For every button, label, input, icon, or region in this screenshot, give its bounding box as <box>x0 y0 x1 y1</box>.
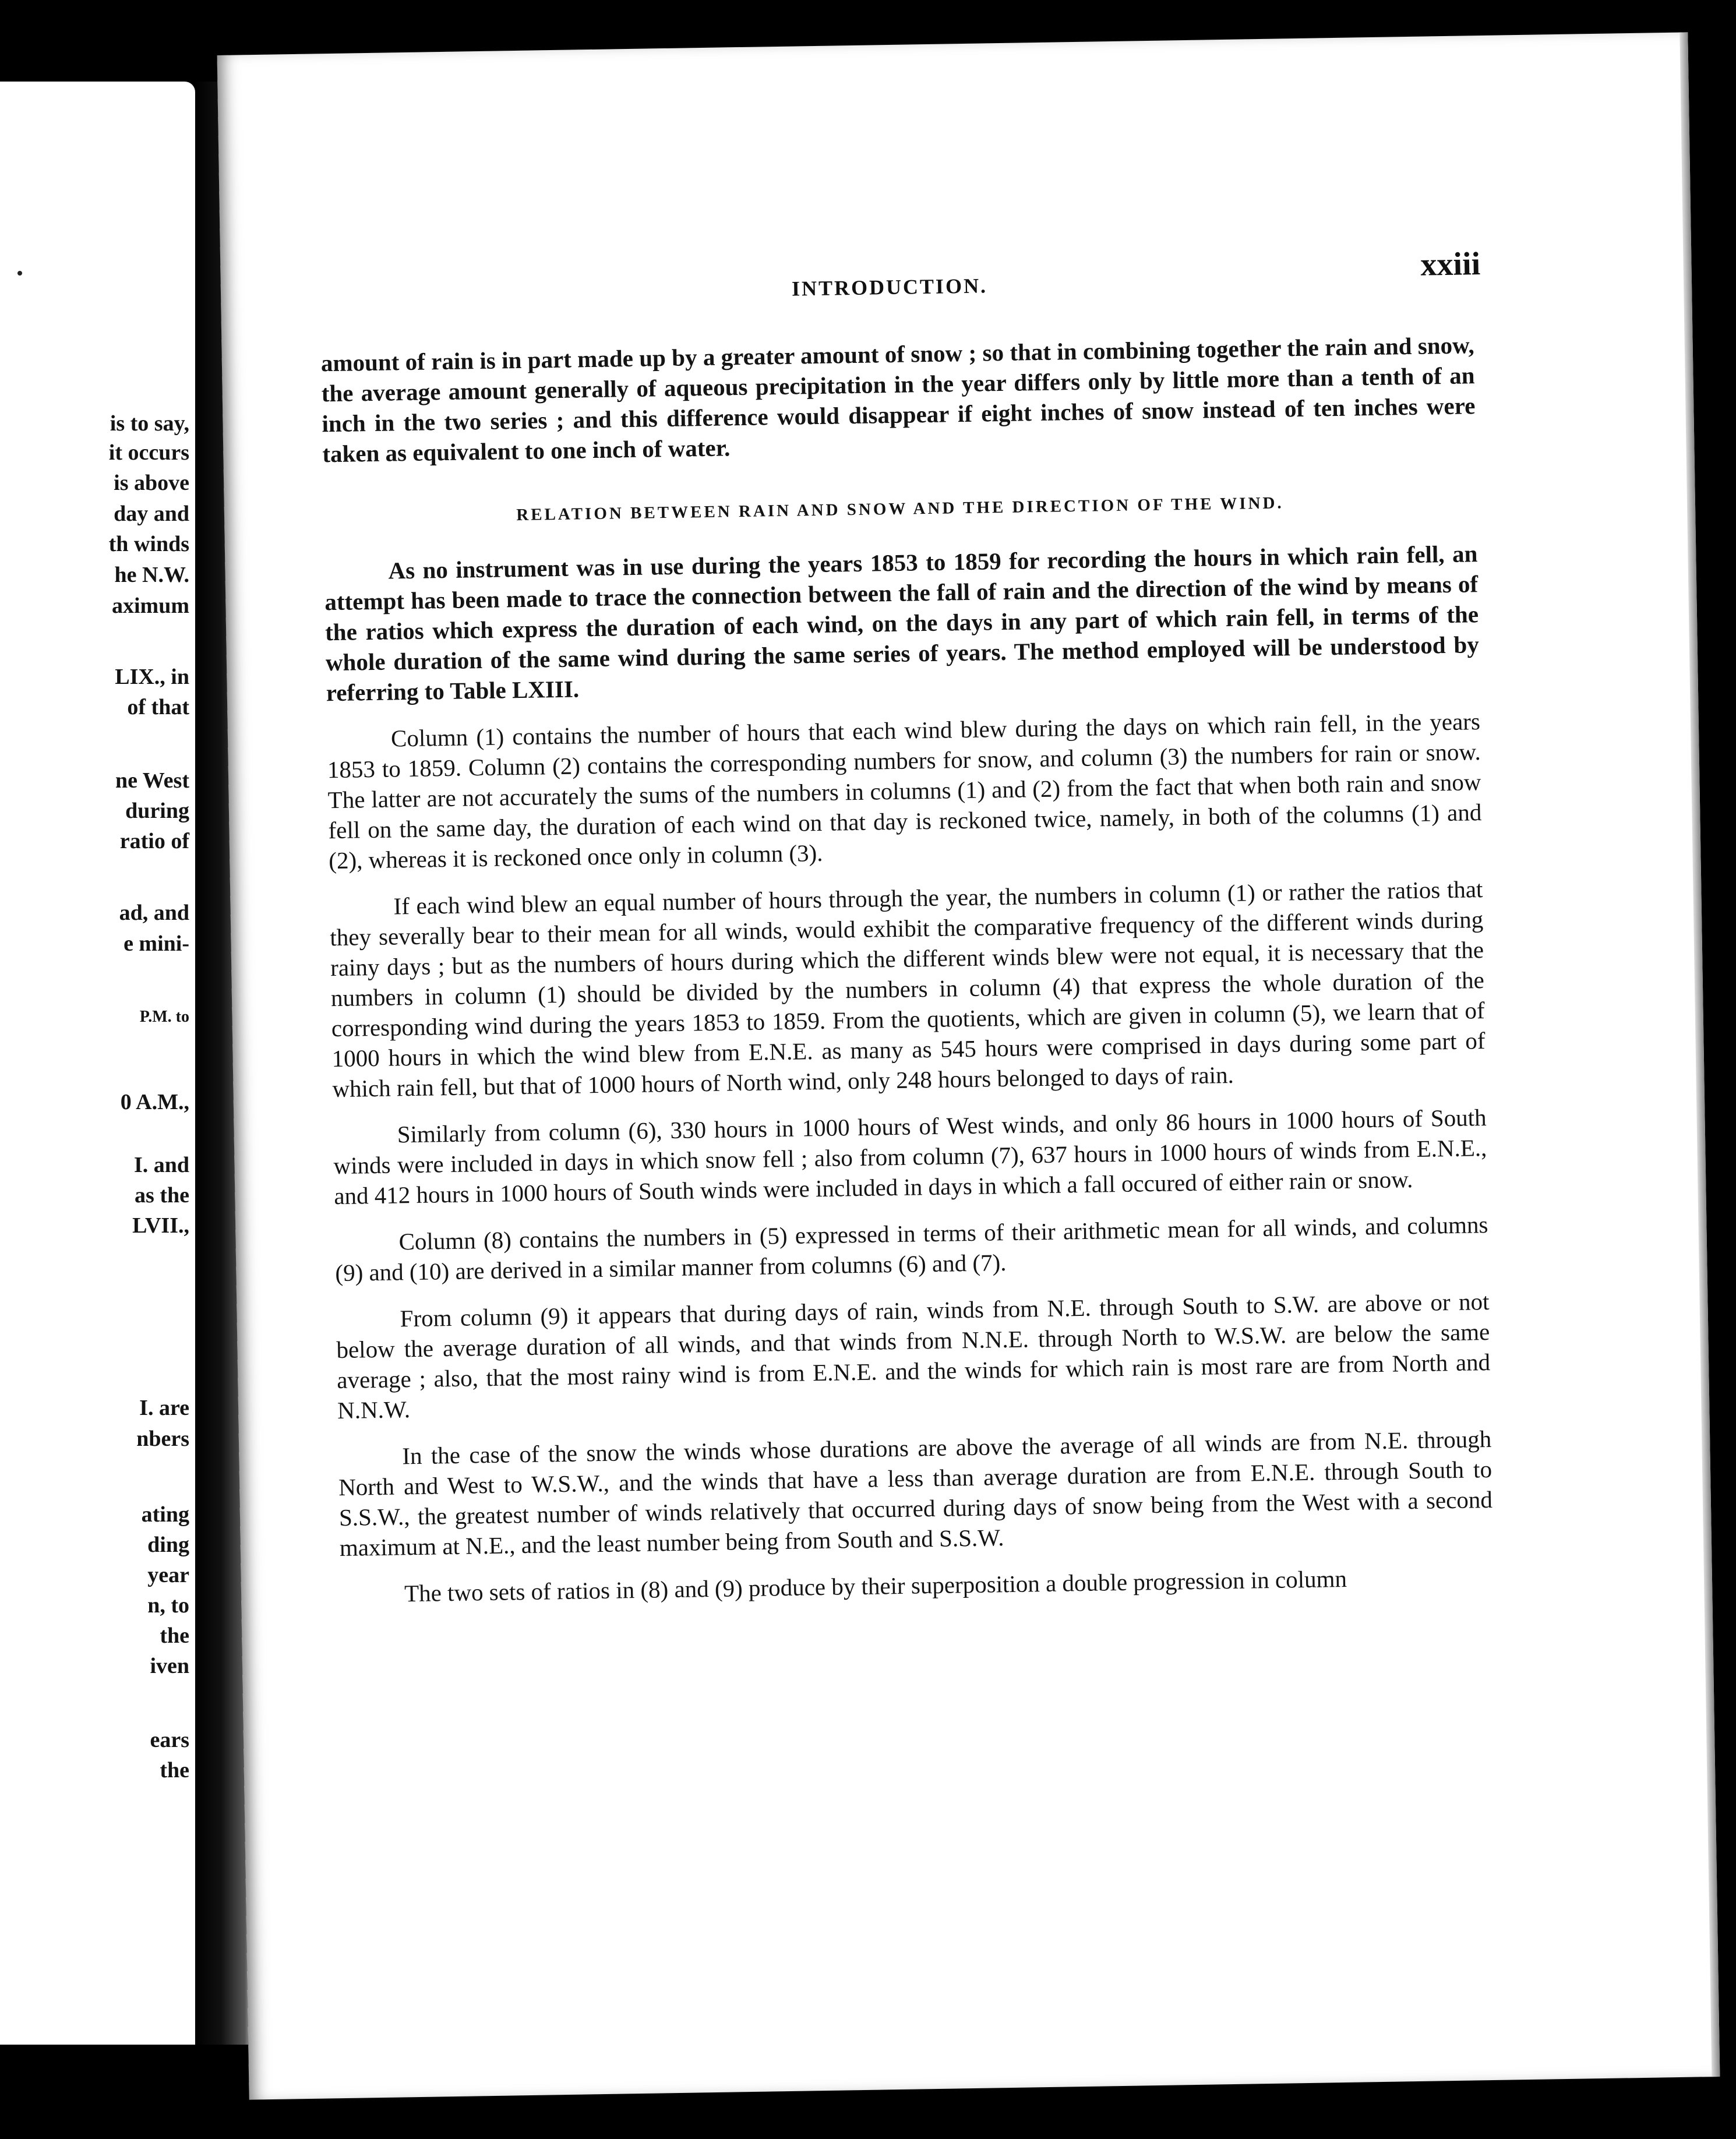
left-page-fragment: as the <box>135 1183 189 1208</box>
left-page-fragment: 0 A.M., <box>120 1090 189 1114</box>
left-page-fragment: during <box>125 799 189 823</box>
left-page-fragment: I. and <box>133 1153 189 1177</box>
section-heading: RELATION BETWEEN RAIN AND SNOW AND THE DIRECTION OF THE WIND. <box>516 493 1284 525</box>
left-page-fragment: the <box>160 1623 189 1648</box>
paragraph: Column (8) contains the numbers in (5) expressed in terms of their arithmetic mean for all winds, and columns (9) and (10) are derived in a similar manner from columns (6) and (7). <box>335 1211 1488 1287</box>
left-page-fragment: nbers <box>136 1427 189 1451</box>
paragraph: As no instrument was in use during the years 1853 to 1859 for recording the hours in which rain fell, an attempt has been made to trace the connection between the fall of rain and the direction of the wind by means of the ratios which express the duration of each wind, on the days in any part of which rain fell, in terms of the whole duration of the same wind during the same series of years. The method employed will be understood by referring to Table LXIII. <box>324 540 1480 707</box>
left-page-fragment: I. are <box>139 1396 189 1420</box>
left-page-fragment: ating <box>141 1502 189 1527</box>
paragraph: If each wind blew an equal number of hours through the year, the numbers in column (1) or rather the ratios that they severally bear to their mean for all winds, would exhibit the comparative frequency of the different winds during rainy days ; but as the numbers of hours during which the different winds blew were not equal, it is necessary that the numbers in column (1) should be divided by the numbers in column (4) that express the whole duration of the corresponding wind during the years 1853 to 1859. From the quotients, which are given in column (5), we learn that of 1000 hours in which the wind blew from E.N.E. as many as 545 hours were comprised in days during some part of which rain fell, but that of 1000 hours of North wind, only 248 hours belonged to days of rain. <box>330 876 1486 1103</box>
paragraph: Column (1) contains the number of hours that each wind blew during the days on which rain fell, in the years 1853 to 1859. Column (2) contains the corresponding numbers for snow, and column (3) the numbers for rain or snow. The latter are not accurately the sums of the numbers in columns (1) and (2) from the fact that when both rain and snow fell on the same day, the duration of each wind on that day is reckoned twice, namely, in both of the columns (1) and (2), whereas it is reckoned once only in column (3). <box>327 708 1482 874</box>
running-head: INTRODUCTION. <box>791 274 988 301</box>
paragraph: The two sets of ratios in (8) and (9) produce by their superposition a double progression in column <box>404 1565 1347 1607</box>
left-page-fragment: ratio of <box>119 829 189 853</box>
left-page-fragment: ears <box>150 1728 189 1752</box>
left-page-fragment: th winds <box>108 532 189 556</box>
page-speck <box>17 271 22 276</box>
left-page-fragment: P.M. to <box>139 1008 189 1026</box>
left-page-fragment: aximum <box>112 594 189 618</box>
left-page-fragment: year <box>147 1563 189 1587</box>
left-page-fragment: of that <box>127 695 189 719</box>
book-page <box>217 32 1720 2099</box>
paragraph: From column (9) it appears that during days of rain, winds from N.E. through South to S.W. are above or not below the average duration of all winds, and that winds from N.N.E. through North to W.S.W. are below the same average ; also, that the most rainy wind is from E.N.E. and the winds for which rain is most rare are from North and N.N.W. <box>336 1288 1491 1424</box>
left-page-fragment: is above <box>114 471 189 495</box>
left-page-fragment: ne West <box>115 768 189 793</box>
left-page-fragment: ding <box>147 1533 189 1557</box>
left-page-fragment: day and <box>114 502 189 526</box>
page-edge <box>1679 32 1720 2077</box>
left-page-fragment: e mini- <box>124 931 189 956</box>
left-page-fragment: iven <box>150 1654 189 1678</box>
left-page-fragment: is to say, <box>110 411 189 436</box>
left-page-fragment: it occurs <box>108 440 189 465</box>
left-page-fragment: ad, and <box>119 901 189 925</box>
left-page-fragment: n, to <box>147 1593 189 1618</box>
page-number: xxiii <box>1420 246 1481 283</box>
left-page-fragment: LVII., <box>132 1213 189 1238</box>
paragraph: Similarly from column (6), 330 hours in 1000 hours of West winds, and only 86 hours in 1000 hours of South winds were included in days in which snow fell ; also from column (7), 637 hours in 1000 hours of winds from E.N.E., and 412 hours in 1000 hours of South winds were included in days in which a fall occured of either rain or snow. <box>333 1104 1487 1210</box>
paragraph: In the case of the snow the winds whose durations are above the average of all winds are from N.E. through North and West to W.S.W., and the winds that have a less than average duration are from E.N.E. through South to S.S.W., the greatest number of winds relatively that occurred during days of snow being from the West with a second maximum at N.E., and the least number being from South and S.S.W. <box>338 1425 1493 1562</box>
left-facing-page <box>0 82 195 2045</box>
paragraph: amount of rain is in part made up by a greater amount of snow ; so that in combining together the rain and snow, the average amount generally of aqueous precipitation in the year differs only by little more than a tenth of an inch in the two series ; and this difference would disappear if eight inches of snow instead of ten inches were taken as equivalent to one inch of water. <box>320 331 1476 468</box>
body-text <box>321 330 1494 1626</box>
left-page-fragment: he N.W. <box>114 563 189 587</box>
left-page-fragment: LIX., in <box>115 665 189 689</box>
left-page-fragment: the <box>160 1758 189 1783</box>
